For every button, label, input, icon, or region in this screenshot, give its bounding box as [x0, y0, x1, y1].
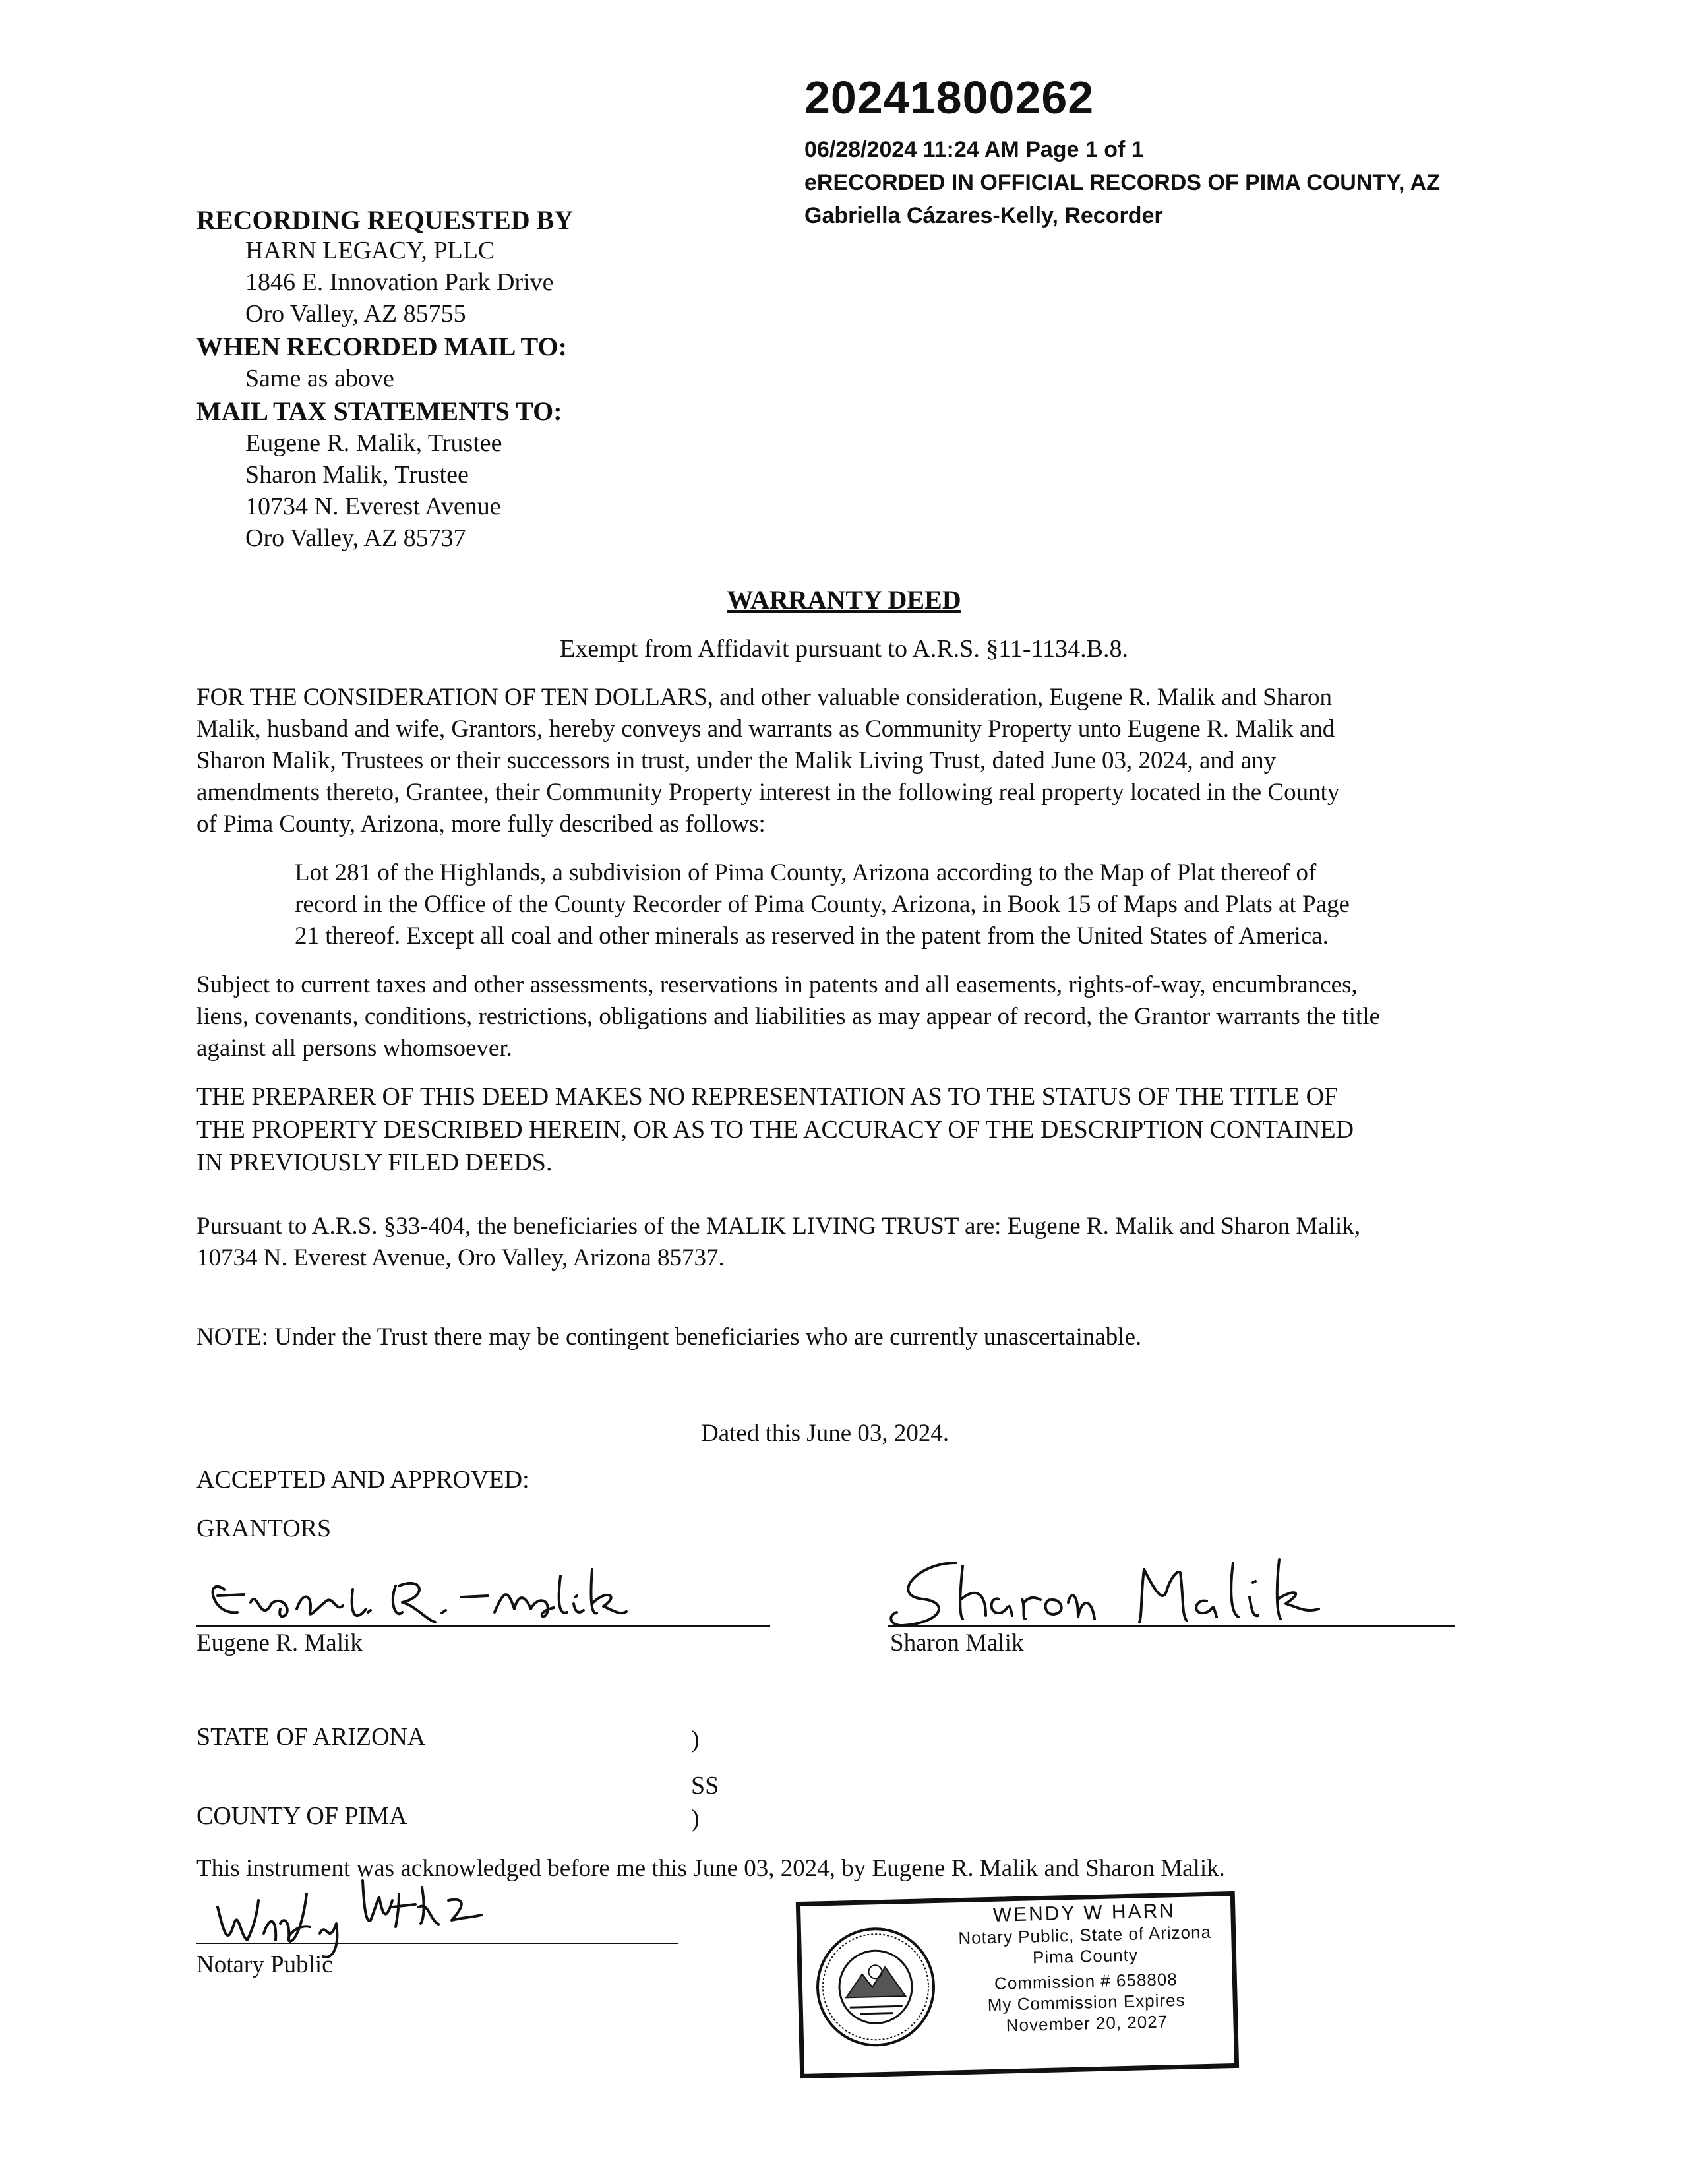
- subject-to-line: Subject to current taxes and other assessments, reservations in patents and all easements, rights-of-way, encumbrances,: [196, 971, 1358, 998]
- grantor1-signature: [198, 1550, 646, 1635]
- consideration-line: amendments thereto, Grantee, their Community Property interest in the following real property located in the County: [196, 779, 1340, 806]
- stamp-county: Pima County: [1032, 1945, 1139, 1968]
- grantors-label: GRANTORS: [196, 1515, 332, 1542]
- venue-bracket-bottom: ): [691, 1805, 700, 1833]
- ss-label: SS: [691, 1772, 719, 1800]
- subject-to-line: liens, covenants, conditions, restrictions, obligations and liabilities as may appear of record, the Grantor warrants the title: [196, 1003, 1381, 1030]
- dated-line: Dated this June 03, 2024.: [701, 1420, 950, 1447]
- subject-to-line: against all persons whomsoever.: [196, 1035, 512, 1062]
- preparer-disclaimer-line: THE PREPARER OF THIS DEED MAKES NO REPRESENTATION AS TO THE STATUS OF THE TITLE OF: [196, 1083, 1339, 1110]
- recorder-name: Gabriella Cázares-Kelly, Recorder: [804, 203, 1163, 228]
- stamp-commission: Commission # 658808: [994, 1969, 1178, 1993]
- preparer-disclaimer-line: THE PROPERTY DESCRIBED HEREIN, OR AS TO THE ACCURACY OF THE DESCRIPTION CONTAINED: [196, 1116, 1354, 1143]
- accepted-approved-label: ACCEPTED AND APPROVED:: [196, 1466, 529, 1494]
- consideration-line: Malik, husband and wife, Grantors, hereby conveys and warrants as Community Property unto Eugene R. Malik and: [196, 715, 1335, 743]
- arizona-seal-icon: [812, 1923, 940, 2051]
- stamp-notary-title: Notary Public, State of Arizona: [958, 1922, 1212, 1949]
- trust-note: NOTE: Under the Trust there may be contingent beneficiaries who are currently unascertainable.: [196, 1323, 1142, 1350]
- exempt-statement: Exempt from Affidavit pursuant to A.R.S. §11-1134.B.8.: [560, 635, 1128, 663]
- document-title: WARRANTY DEED: [727, 585, 961, 615]
- tax-statements-label: MAIL TAX STATEMENTS TO:: [196, 396, 562, 426]
- notary-signature-line: [196, 1943, 678, 1944]
- acknowledgment-text: This instrument was acknowledged before me this June 03, 2024, by Eugene R. Malik and Sharon Malik.: [196, 1855, 1225, 1882]
- mail-to-value: Same as above: [245, 365, 394, 392]
- legal-description-line: Lot 281 of the Highlands, a subdivision of Pima County, Arizona according to the Map of Plat thereof of: [295, 859, 1317, 886]
- tax-line: 10734 N. Everest Avenue: [245, 493, 501, 520]
- requested-by-line: Oro Valley, AZ 85755: [245, 300, 466, 328]
- grantor1-signature-line: [196, 1625, 770, 1627]
- tax-line: Sharon Malik, Trustee: [245, 461, 469, 489]
- legal-description-line: record in the Office of the County Recorder of Pima County, Arizona, in Book 15 of Maps and Plats at Page: [295, 891, 1350, 918]
- consideration-line: Sharon Malik, Trustees or their successors in trust, under the Malik Living Trust, dated June 03, 2024, and any: [196, 747, 1277, 774]
- grantor2-name: Sharon Malik: [890, 1629, 1024, 1656]
- beneficiaries-line: 10734 N. Everest Avenue, Oro Valley, Arizona 85737.: [196, 1244, 725, 1271]
- requested-by-line: HARN LEGACY, PLLC: [245, 237, 495, 264]
- county-label: COUNTY OF PIMA: [196, 1802, 407, 1830]
- tax-line: Oro Valley, AZ 85737: [245, 524, 466, 552]
- beneficiaries-line: Pursuant to A.R.S. §33-404, the beneficiaries of the MALIK LIVING TRUST are: Eugene R. Malik and Sharon Malik,: [196, 1213, 1361, 1240]
- requested-by-line: 1846 E. Innovation Park Drive: [245, 268, 554, 296]
- stamp-expires-date: November 20, 2027: [1006, 2011, 1168, 2036]
- consideration-line: of Pima County, Arizona, more fully described as follows:: [196, 810, 766, 837]
- preparer-disclaimer-line: IN PREVIOUSLY FILED DEEDS.: [196, 1149, 553, 1176]
- recording-datetime: 06/28/2024 11:24 AM Page 1 of 1: [804, 137, 1144, 162]
- stamp-expires-label: My Commission Expires: [987, 1989, 1186, 2015]
- grantor2-signature: [877, 1543, 1404, 1635]
- recording-number: 20241800262: [804, 72, 1095, 123]
- state-label: STATE OF ARIZONA: [196, 1723, 426, 1751]
- venue-bracket-top: ): [691, 1726, 700, 1753]
- grantor2-signature-line: [888, 1625, 1455, 1627]
- notary-stamp: [796, 1891, 1239, 2078]
- legal-description-line: 21 thereof. Except all coal and other minerals as reserved in the patent from the United States of America.: [295, 923, 1329, 950]
- notary-public-label: Notary Public: [196, 1951, 333, 1978]
- recording-office: eRECORDED IN OFFICIAL RECORDS OF PIMA COUNTY, AZ: [804, 170, 1441, 195]
- consideration-line: FOR THE CONSIDERATION OF TEN DOLLARS, and other valuable consideration, Eugene R. Malik and Sharon: [196, 684, 1332, 711]
- grantor1-name: Eugene R. Malik: [196, 1629, 363, 1656]
- tax-line: Eugene R. Malik, Trustee: [245, 429, 502, 457]
- stamp-notary-name: WENDY W HARN: [992, 1900, 1176, 1926]
- requested-by-label: RECORDING REQUESTED BY: [196, 205, 574, 235]
- mail-to-label: WHEN RECORDED MAIL TO:: [196, 332, 567, 361]
